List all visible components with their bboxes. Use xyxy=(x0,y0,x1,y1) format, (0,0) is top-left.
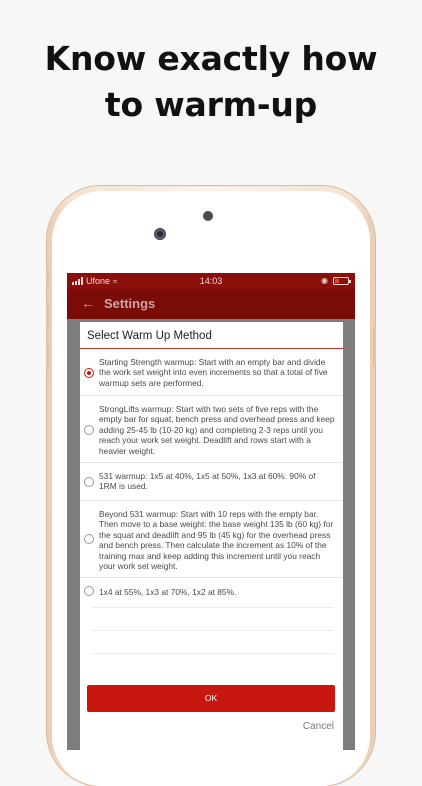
orientation-lock-icon: ◉ xyxy=(321,276,328,285)
warmup-option-beyond-531[interactable] xyxy=(80,501,343,578)
wifi-icon: ≈ xyxy=(113,276,118,286)
headline-line-1: Know exactly how xyxy=(44,39,378,78)
phone-volume-down-button xyxy=(46,340,49,370)
battery-icon xyxy=(333,277,349,285)
ok-button[interactable]: OK xyxy=(87,685,335,712)
phone-camera xyxy=(154,228,166,240)
option-label: StrongLifts warmup: Start with two sets of five reps with the empty bar for squat, bench press and overhead press and keep adding 25-45 lb (10-20 kg) and completing 2-3 reps until you reach your work set weight. Deadlift and rows start with a heavier weight. xyxy=(99,404,335,456)
warmup-option-stronglifts[interactable] xyxy=(80,396,343,463)
phone-power-button xyxy=(373,326,376,366)
list-divider xyxy=(92,630,334,631)
list-divider xyxy=(92,607,334,608)
warmup-option-percentages[interactable] xyxy=(80,578,343,607)
page-title: Settings xyxy=(104,296,156,311)
list-divider xyxy=(92,653,334,654)
radio-button[interactable] xyxy=(84,534,94,544)
carrier-label: Ufone xyxy=(86,276,111,286)
radio-button[interactable] xyxy=(84,477,94,487)
option-label: Beyond 531 warmup: Start with 10 reps with the empty bar. Then move to a base weight: the base weight 135 lb (60 kg) for the squat and deadlift and 95 lb (45 kg) for the overhead press and bench press. Then calculate the increment as 10% of the training max and keep adding this increment until you reach your work set weight. xyxy=(99,509,334,572)
marketing-headline xyxy=(0,36,422,128)
phone-side-button xyxy=(46,268,49,286)
cancel-button[interactable]: Cancel xyxy=(302,721,334,732)
status-right xyxy=(321,276,349,285)
phone-speaker xyxy=(203,211,213,221)
radio-button-selected[interactable] xyxy=(84,368,94,378)
option-label: 531 warmup: 1x5 at 40%, 1x5 at 50%, 1x3 at 60%. 90% of 1RM is used. xyxy=(99,471,316,492)
warmup-option-starting-strength[interactable] xyxy=(80,349,343,396)
dialog-title: Select Warm Up Method xyxy=(87,330,212,342)
warm-up-method-dialog xyxy=(80,322,343,750)
back-arrow-icon[interactable]: ← xyxy=(81,295,95,311)
headline-line-2: to warm-up xyxy=(104,85,318,124)
radio-button[interactable] xyxy=(84,586,94,596)
status-bar xyxy=(67,273,355,289)
option-label: 1x4 at 55%, 1x3 at 70%, 1x2 at 85%. xyxy=(99,587,237,597)
option-label: Starting Strength warmup: Start with an empty bar and divide the work set weight into even increments so that a total of five warmup sets are performed. xyxy=(99,357,328,388)
app-bar xyxy=(67,289,355,319)
status-time: 14:03 xyxy=(199,276,223,286)
radio-button[interactable] xyxy=(84,425,94,435)
phone-volume-up-button xyxy=(46,302,49,332)
warmup-option-531[interactable] xyxy=(80,463,343,501)
